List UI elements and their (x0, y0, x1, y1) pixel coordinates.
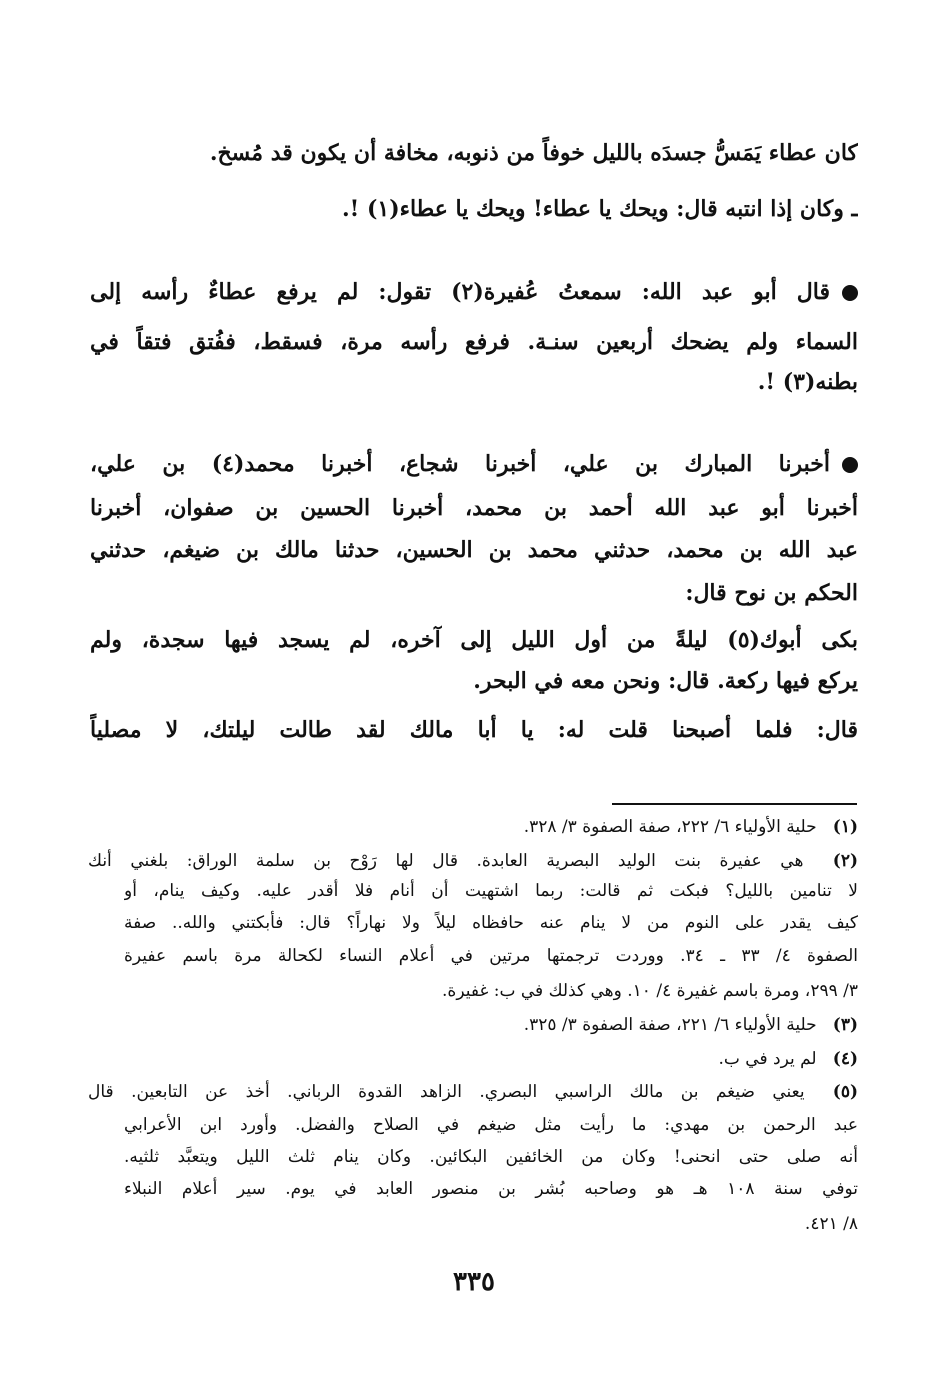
page-number: ٣٣٥ (453, 1267, 495, 1297)
footnote-line: أنه صلى حتى انحنى! وكان من الخائفين البكائين. وكان ينام ثلث الليل ويتعبَّد ثلثيه. (124, 1147, 858, 1167)
footnote-number: (٢) (832, 851, 858, 871)
body-line: كان عطاء يَمَسُّ جسدَه بالليل خوفاً من ذنوبه، مخافة أن يكون قد مُسخ. (209, 140, 858, 166)
body-line: قال أبو عبد الله: سمعتُ عُفيرة(٢) تقول: لم يرفع عطاءٌ رأسه إلى (90, 270, 858, 314)
footnote-line: لا تنامين بالليل؟ فبكت ثم قالت: ربما اشتهيت أن أنام فلا أقدر عليه. وكيف ينام، أو (124, 881, 858, 901)
footnote-5: (٥) يعني ضيغم بن مالك الراسبي البصري. الزاهد القدوة الرباني. أخذ عن التابعين. قال (88, 1075, 858, 1109)
body-line: أخبرنا أبو عبد الله أحمد بن محمد، أخبرنا الحسين بن صفوان، أخبرنا (90, 495, 858, 521)
footnote-2: (٢) هي عفيرة بنت الوليد البصرية العابدة. قال لها رَوْح بن سلمة الوراق: بلغني أنك (88, 844, 858, 878)
body-line: أخبرنا المبارك بن علي، أخبرنا شجاع، أخبرنا محمد(٤) بن علي، (90, 442, 858, 486)
body-line: بكى أبوك(٥) ليلةً من أول الليل إلى آخره، لم يسجد فيها سجدة، ولم (90, 627, 858, 653)
footnote-number: (٤) (832, 1049, 858, 1069)
footnote-1: (١) حلية الأولياء ٦/ ٢٢٢، صفة الصفوة ٣/ ٣٢٨. (88, 810, 858, 844)
body-line: ـ وكان إذا انتبه قال: ويحك يا عطاء! ويحك يا عطاء(١) !. (341, 196, 858, 222)
footnote-line: ٨/ ٤٢١. (804, 1214, 858, 1234)
body-line: بطنه(٣) !. (757, 369, 858, 395)
footnote-line: عبد الرحمن بن مهدي: ما رأيت مثل ضيغم في الصلاح والفضل. وأورد ابن الأعرابي (124, 1115, 858, 1135)
body-line: عبد الله بن محمد، حدثني محمد بن الحسين، حدثنا مالك بن ضيغم، حدثني (90, 537, 858, 563)
footnote-line: الصفوة ٤/ ٣٣ ـ ٣٤. ووردت ترجمتها مرتين في أعلام النساء لكحالة مرة باسم عفيرة (124, 946, 858, 966)
footnote-line: ٣/ ٢٩٩، ومرة باسم غفيرة ٤/ ١٠. وهي كذلك في ب: غفيرة. (442, 981, 858, 1001)
footnote-number: (٣) (832, 1015, 858, 1035)
bullet-icon (842, 457, 858, 473)
body-line: يركع فيها ركعة. قال: ونحن معه في البحر. (473, 668, 858, 694)
footnote-number: (٥) (832, 1082, 858, 1102)
body-line: السماء ولم يضحك أربعين سنـة. فرفع رأسه مرة، فسقط، ففُتق فتقاً في (90, 329, 858, 355)
body-line: الحكم بن نوح قال: (685, 580, 858, 606)
footnote-line: توفي سنة ١٠٨ هـ هو وصاحبه بُشر بن منصور العابد في يوم. سير أعلام النبلاء (124, 1179, 858, 1199)
bullet-icon (842, 285, 858, 301)
body-line: قال: فلما أصبحنا قلت له: يا أبا مالك لقد طالت ليلتك، لا مصلياً (90, 717, 858, 743)
footnote-4: (٤) لم يرد في ب. (88, 1042, 858, 1076)
footnote-number: (١) (832, 817, 858, 837)
footnote-line: كيف يقدر على النوم من لا ينام عنه حافظاه ليلاً ولا نهاراً؟ قال: فأبكتني والله.. صفة (124, 913, 858, 933)
footnote-separator (612, 803, 857, 805)
footnote-3: (٣) حلية الأولياء ٦/ ٢٢١، صفة الصفوة ٣/ ٣٢٥. (88, 1008, 858, 1042)
